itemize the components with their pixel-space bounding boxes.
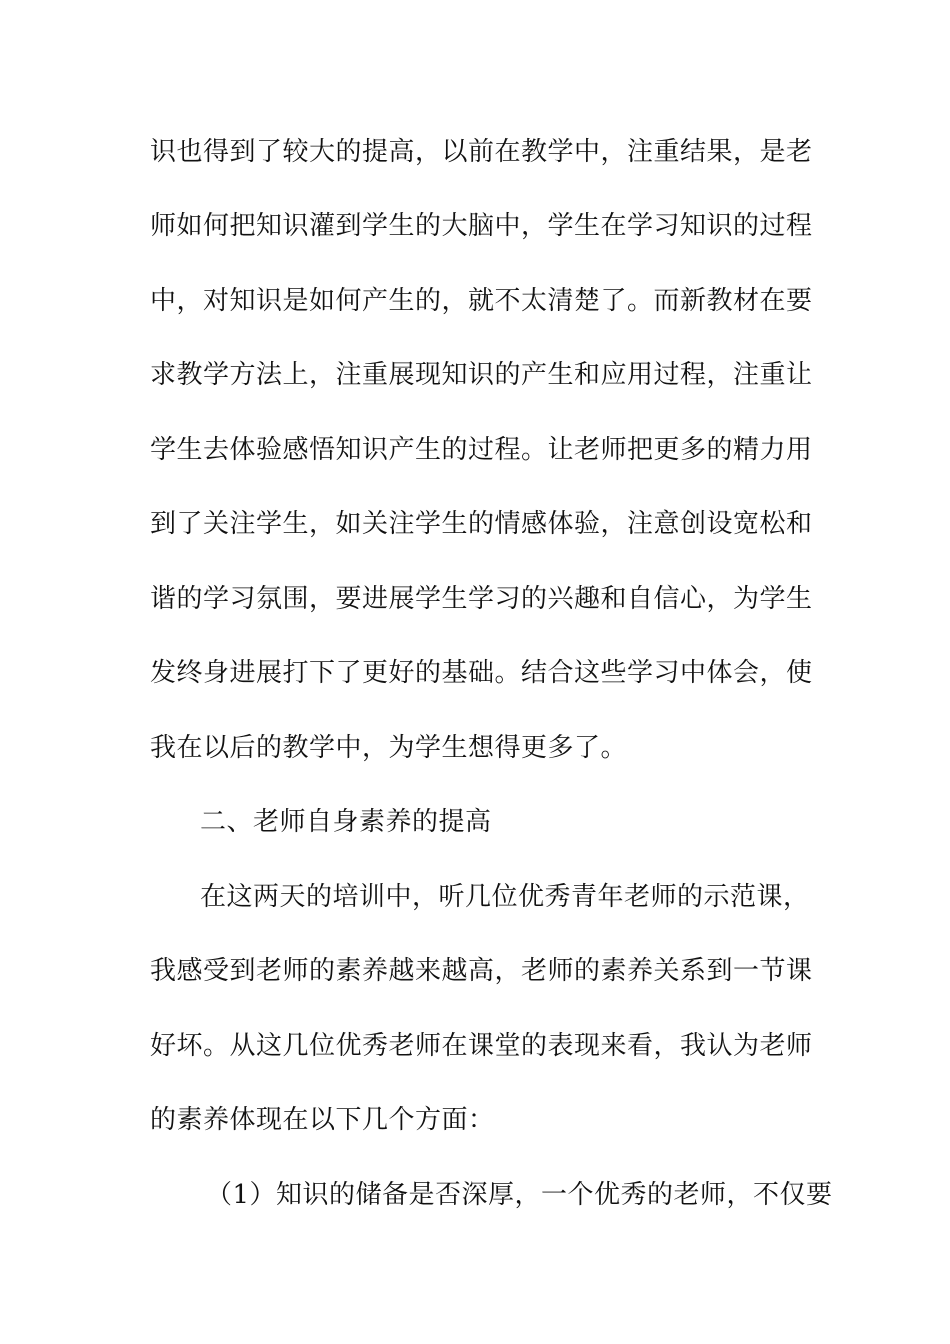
- list-item-1: （1）知识的储备是否深厚，一个优秀的老师，不仅要: [206, 1180, 833, 1210]
- text-line-6: 到了关注学生，如关注学生的情感体验，注意创设宽松和: [150, 509, 813, 539]
- text-line-4: 求教学方法上，注重展现知识的产生和应用过程，注重让: [150, 360, 813, 390]
- text-line-9: 我在以后的教学中，为学生想得更多了。: [150, 733, 628, 763]
- text-line-12: 我感受到老师的素养越来越高，老师的素养关系到一节课: [150, 956, 813, 986]
- text-line-14: 的素养体现在以下几个方面：: [150, 1105, 495, 1135]
- section-heading: 二、老师自身素养的提高: [200, 807, 492, 837]
- text-line-11: 在这两天的培训中，听几位优秀青年老师的示范课，: [200, 882, 810, 912]
- text-line-1: 识也得到了较大的提高，以前在教学中，注重结果，是老: [150, 137, 813, 167]
- text-line-3: 中，对知识是如何产生的，就不太清楚了。而新教材在要: [150, 286, 813, 316]
- text-line-7: 谐的学习氛围，要进展学生学习的兴趣和自信心，为学生: [150, 584, 813, 614]
- text-line-5: 学生去体验感悟知识产生的过程。让老师把更多的精力用: [150, 435, 813, 465]
- text-line-13: 好坏。从这几位优秀老师在课堂的表现来看，我认为老师: [150, 1031, 813, 1061]
- text-line-2: 师如何把知识灌到学生的大脑中，学生在学习知识的过程: [150, 211, 813, 241]
- text-line-8: 发终身进展打下了更好的基础。结合这些学习中体会，使: [150, 658, 813, 688]
